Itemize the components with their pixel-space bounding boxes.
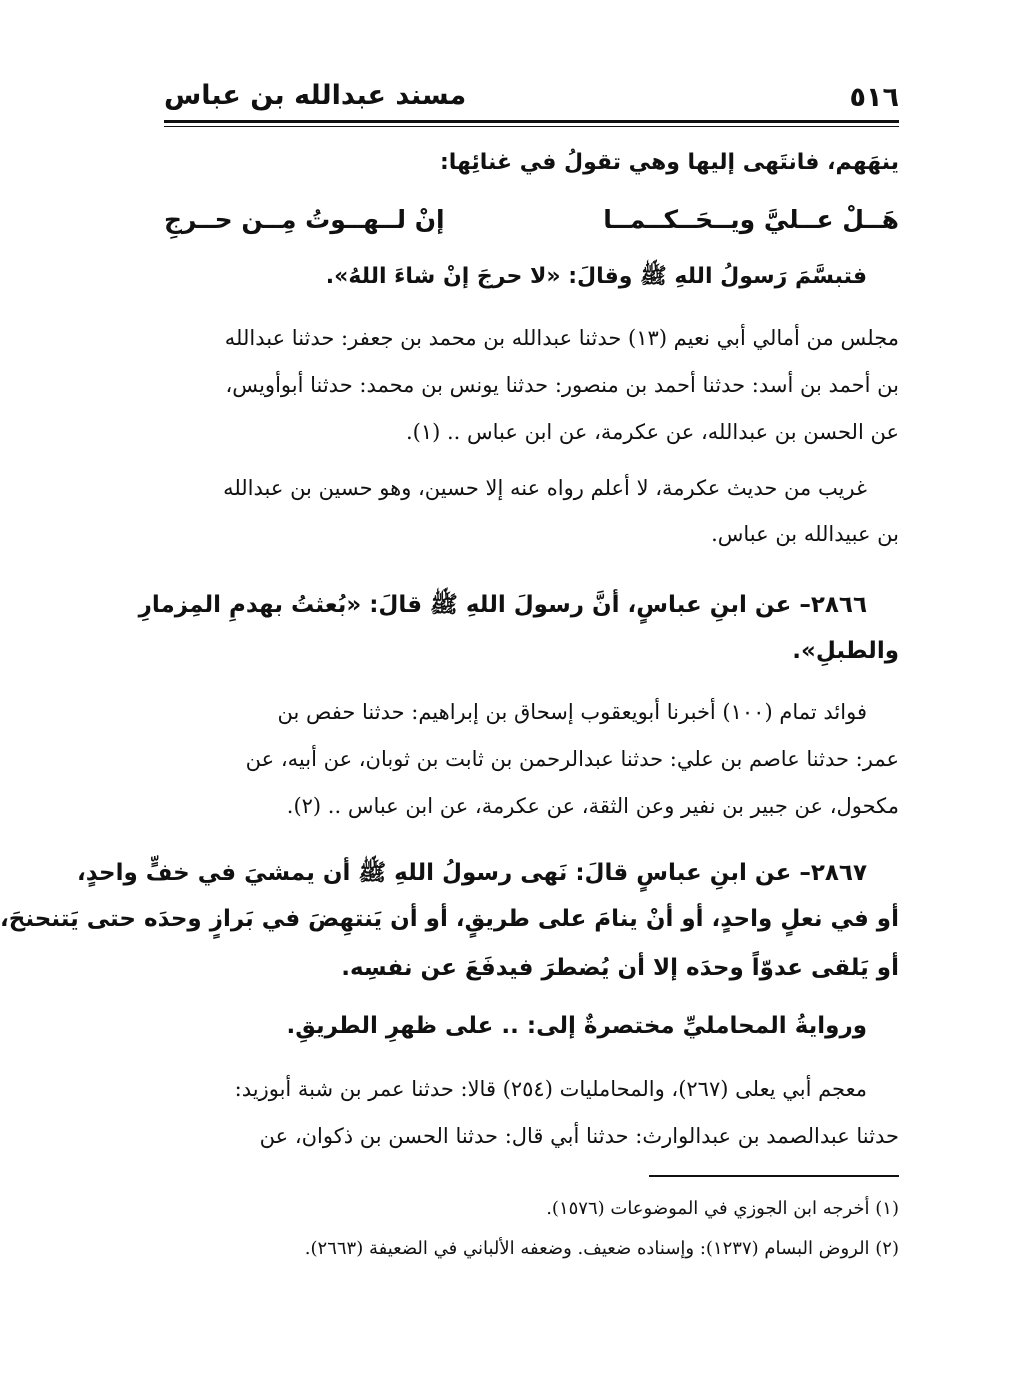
poem-first-hemistich: هَــلْ عــليَّ ويــحَــكــمــا xyxy=(603,205,899,234)
source-2867-line-1: معجم أبي يعلى (٢٦٧)، والمحامليات (٢٥٤) قالا: حدثنا عمر بن شبة أبوزيد: xyxy=(234,1077,867,1101)
header-rule xyxy=(164,120,899,123)
isnad-line-3: عن الحسن بن عبدالله، عن عكرمة، عن ابن عباس .. (١). xyxy=(405,420,899,444)
hadith-2867-line-3: أو يَلقى عدوّاً وحدَه إلا أن يُضطرَ فيدفَعَ عن نفسِه. xyxy=(341,955,899,981)
source-2866-line-2: عمر: حدثنا عاصم بن علي: حدثنا عبدالرحمن بن ثابت بن ثوبان، عن أبيه، عن xyxy=(245,747,899,771)
page-number: ٥١٦ xyxy=(849,82,899,113)
hadith-2867-line-2: أو في نعلٍ واحدٍ، أو أنْ ينامَ على طريقٍ، أو أن يَنتهِضَ في بَرازٍ وحدَه حتى يَتنحنحَ، xyxy=(0,906,899,932)
footnote-separator xyxy=(649,1175,899,1177)
isnad-line-2: بن أحمد بن أسد: حدثنا أحمد بن منصور: حدثنا يونس بن محمد: حدثنا أبوأويس، xyxy=(225,373,899,397)
hadith-2866-line-1: ٢٨٦٦– عن ابنِ عباسٍ، أنَّ رسولَ اللهِ ﷺ قالَ: «بُعثتُ بهدمِ المِزمارِ xyxy=(138,592,867,618)
paragraph-intro: ينهَهم، فانتَهى إليها وهي تقولُ في غنائِها: xyxy=(439,150,899,175)
header-rule-thin xyxy=(164,126,899,127)
isnad-line-1: مجلس من أمالي أبي نعيم (١٣) حدثنا عبدالله بن محمد بن جعفر: حدثنا عبدالله xyxy=(224,326,899,350)
footnote-1: (١) أخرجه ابن الجوزي في الموضوعات (١٥٧٦). xyxy=(546,1198,899,1219)
paragraph-prophet-response: فتبسَّمَ رَسولُ اللهِ ﷺ وقالَ: «لا حرجَ إنْ شاءَ اللهُ». xyxy=(325,264,867,289)
hadith-2867-line-1: ٢٨٦٧– عن ابنِ عباسٍ قالَ: نَهى رسولُ اللهِ ﷺ أن يمشيَ في خفٍّ واحدٍ، xyxy=(77,860,867,886)
hadith-2867-mahamili-note: وروايةُ المحامليِّ مختصرةٌ إلى: .. على ظهرِ الطريقِ. xyxy=(286,1013,867,1039)
footnote-2: (٢) الروض البسام (١٢٣٧): وإسناده ضعيف. وضعفه الألباني في الضعيفة (٢٦٦٣). xyxy=(304,1238,899,1259)
poem-second-hemistich: إنْ لــهــوتُ مِــن حــرجِ xyxy=(164,205,445,234)
hadith-2866-line-2: والطبلِ». xyxy=(792,638,899,664)
comment-line-1: غريب من حديث عكرمة، لا أعلم رواه عنه إلا حسين، وهو حسين بن عبدالله xyxy=(223,476,867,500)
comment-line-2: بن عبيدالله بن عباس. xyxy=(711,522,899,546)
running-title: مسند عبدالله بن عباس xyxy=(164,80,467,111)
source-2866-line-3: مكحول، عن جبير بن نفير وعن الثقة، عن عكرمة، عن ابن عباس .. (٢). xyxy=(286,794,899,818)
page-header xyxy=(164,78,899,120)
source-2867-line-2: حدثنا عبدالصمد بن عبدالوارث: حدثنا أبي قال: حدثنا الحسن بن ذكوان، عن xyxy=(259,1124,899,1148)
source-2866-line-1: فوائد تمام (١٠٠) أخبرنا أبويعقوب إسحاق بن إبراهيم: حدثنا حفص بن xyxy=(277,700,867,724)
